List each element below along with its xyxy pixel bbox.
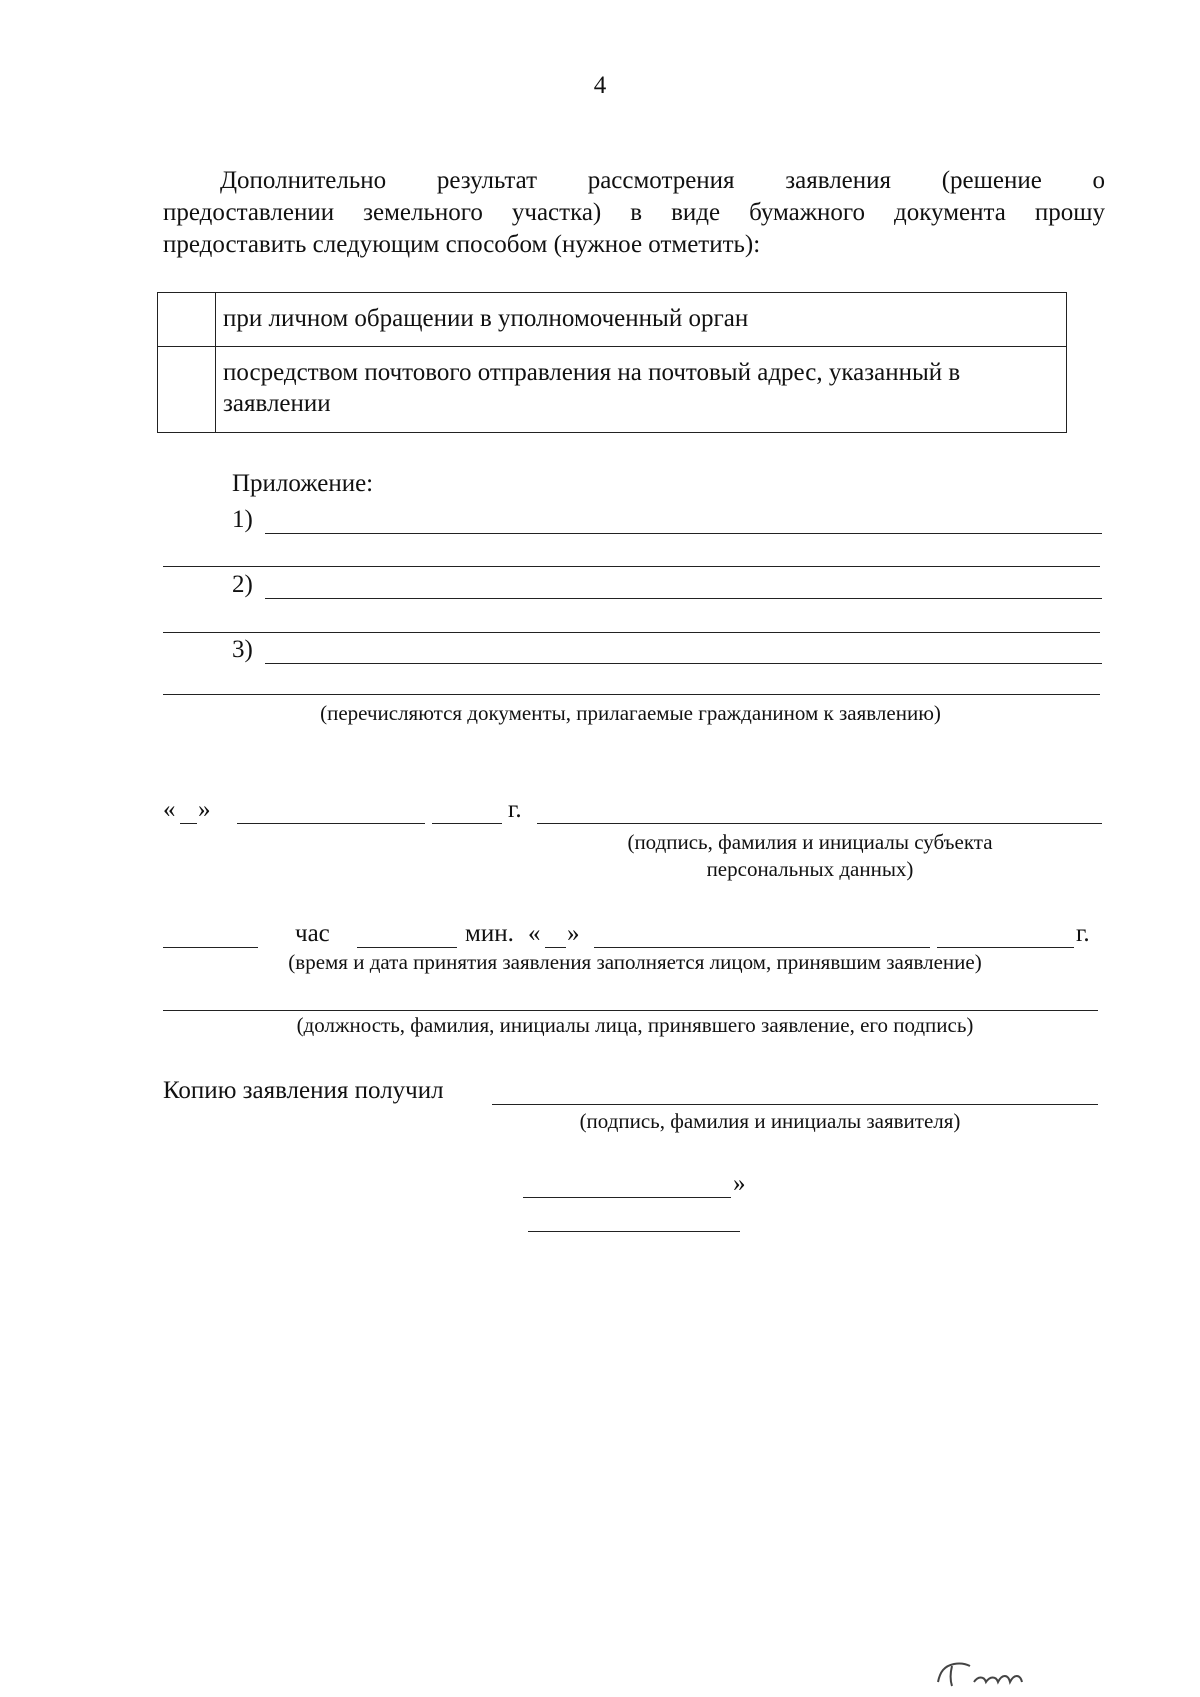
intro-word: в <box>630 199 643 226</box>
acceptance-year-suffix: г. <box>1076 920 1090 947</box>
handwritten-mark-icon <box>930 1650 1050 1690</box>
acceptance-close-quote: » <box>567 920 580 947</box>
attachment-1-line[interactable] <box>265 533 1102 534</box>
official-caption: (должность, фамилия, инициалы лица, принявшего заявление, его подпись) <box>296 1013 974 1037</box>
date-close-quote: » <box>198 796 211 823</box>
intro-word: прошу <box>1034 199 1105 226</box>
acceptance-year-line[interactable] <box>937 947 1074 948</box>
caption-line: (подпись, фамилия и инициалы субъекта <box>627 830 993 854</box>
intro-line-1 <box>220 166 1105 196</box>
delivery-option-row <box>158 347 1067 433</box>
acceptance-day-line[interactable] <box>545 947 566 948</box>
attachments-heading: Приложение: <box>232 470 374 497</box>
intro-word: виде <box>671 199 721 226</box>
copy-received-caption: (подпись, фамилия и инициалы заявителя) <box>579 1109 961 1133</box>
intro-word: рассмотрения <box>587 167 735 194</box>
official-signature-line[interactable] <box>163 1010 1098 1011</box>
attachments-caption: (перечисляются документы, прилагаемые гражданином к заявлению) <box>320 701 941 725</box>
acceptance-open-quote: « <box>528 920 541 947</box>
acceptance-caption: (время и дата принятия заявления заполняется лицом, принявшим заявление) <box>288 950 982 974</box>
attachment-3-line[interactable] <box>265 663 1102 664</box>
delivery-option-row <box>158 293 1067 347</box>
hours-line[interactable] <box>163 947 258 948</box>
intro-word: (решение <box>941 167 1042 194</box>
minutes-label: мин. <box>465 920 514 947</box>
page-number: 4 <box>593 72 607 99</box>
attachment-number: 2) <box>232 571 253 598</box>
intro-word: заявления <box>785 167 892 194</box>
minutes-line[interactable] <box>357 947 457 948</box>
attachment-3-continuation-line[interactable] <box>163 694 1100 695</box>
date-open-quote: « <box>163 796 176 823</box>
option-label-by-mail: посредством почтового отправления на почтовый адрес, указанный в заявлении <box>216 347 1067 433</box>
bottom-date-line-2[interactable] <box>528 1231 740 1232</box>
bottom-date-line-1[interactable] <box>523 1197 731 1198</box>
attachment-2-continuation-line[interactable] <box>163 632 1100 633</box>
bottom-close-quote: » <box>733 1170 746 1197</box>
date-year-suffix: г. <box>508 796 522 823</box>
date-year-line[interactable] <box>432 823 502 824</box>
attachment-1-continuation-line[interactable] <box>163 566 1100 567</box>
copy-received-label: Копию заявления получил <box>163 1077 444 1104</box>
intro-word: документа <box>894 199 1006 226</box>
intro-line-3: предоставить следующим способом (нужное отметить): <box>163 231 761 258</box>
intro-word: участка) <box>511 199 602 226</box>
caption-line: персональных данных) <box>706 857 914 881</box>
attachment-2-line[interactable] <box>265 598 1102 599</box>
option-checkbox-in-person[interactable] <box>158 293 216 347</box>
acceptance-month-line[interactable] <box>594 947 930 948</box>
attachment-number: 3) <box>232 636 253 663</box>
date-day-line[interactable] <box>180 823 197 824</box>
subject-signature-line[interactable] <box>537 823 1102 824</box>
option-checkbox-by-mail[interactable] <box>158 347 216 433</box>
copy-received-signature-line[interactable] <box>492 1104 1098 1105</box>
intro-word: о <box>1092 167 1106 194</box>
intro-word: Дополнительно <box>220 167 387 194</box>
intro-line-2 <box>163 198 1105 228</box>
attachment-number: 1) <box>232 506 253 533</box>
date-month-line[interactable] <box>237 823 425 824</box>
hours-label: час <box>295 920 330 947</box>
option-label-in-person: при личном обращении в уполномоченный орган <box>216 293 1067 347</box>
intro-word: бумажного <box>749 199 866 226</box>
delivery-options-table <box>157 292 1067 433</box>
intro-word: предоставлении <box>163 199 335 226</box>
subject-signature-caption <box>560 829 1060 883</box>
intro-word: результат <box>436 167 537 194</box>
intro-word: земельного <box>363 199 483 226</box>
